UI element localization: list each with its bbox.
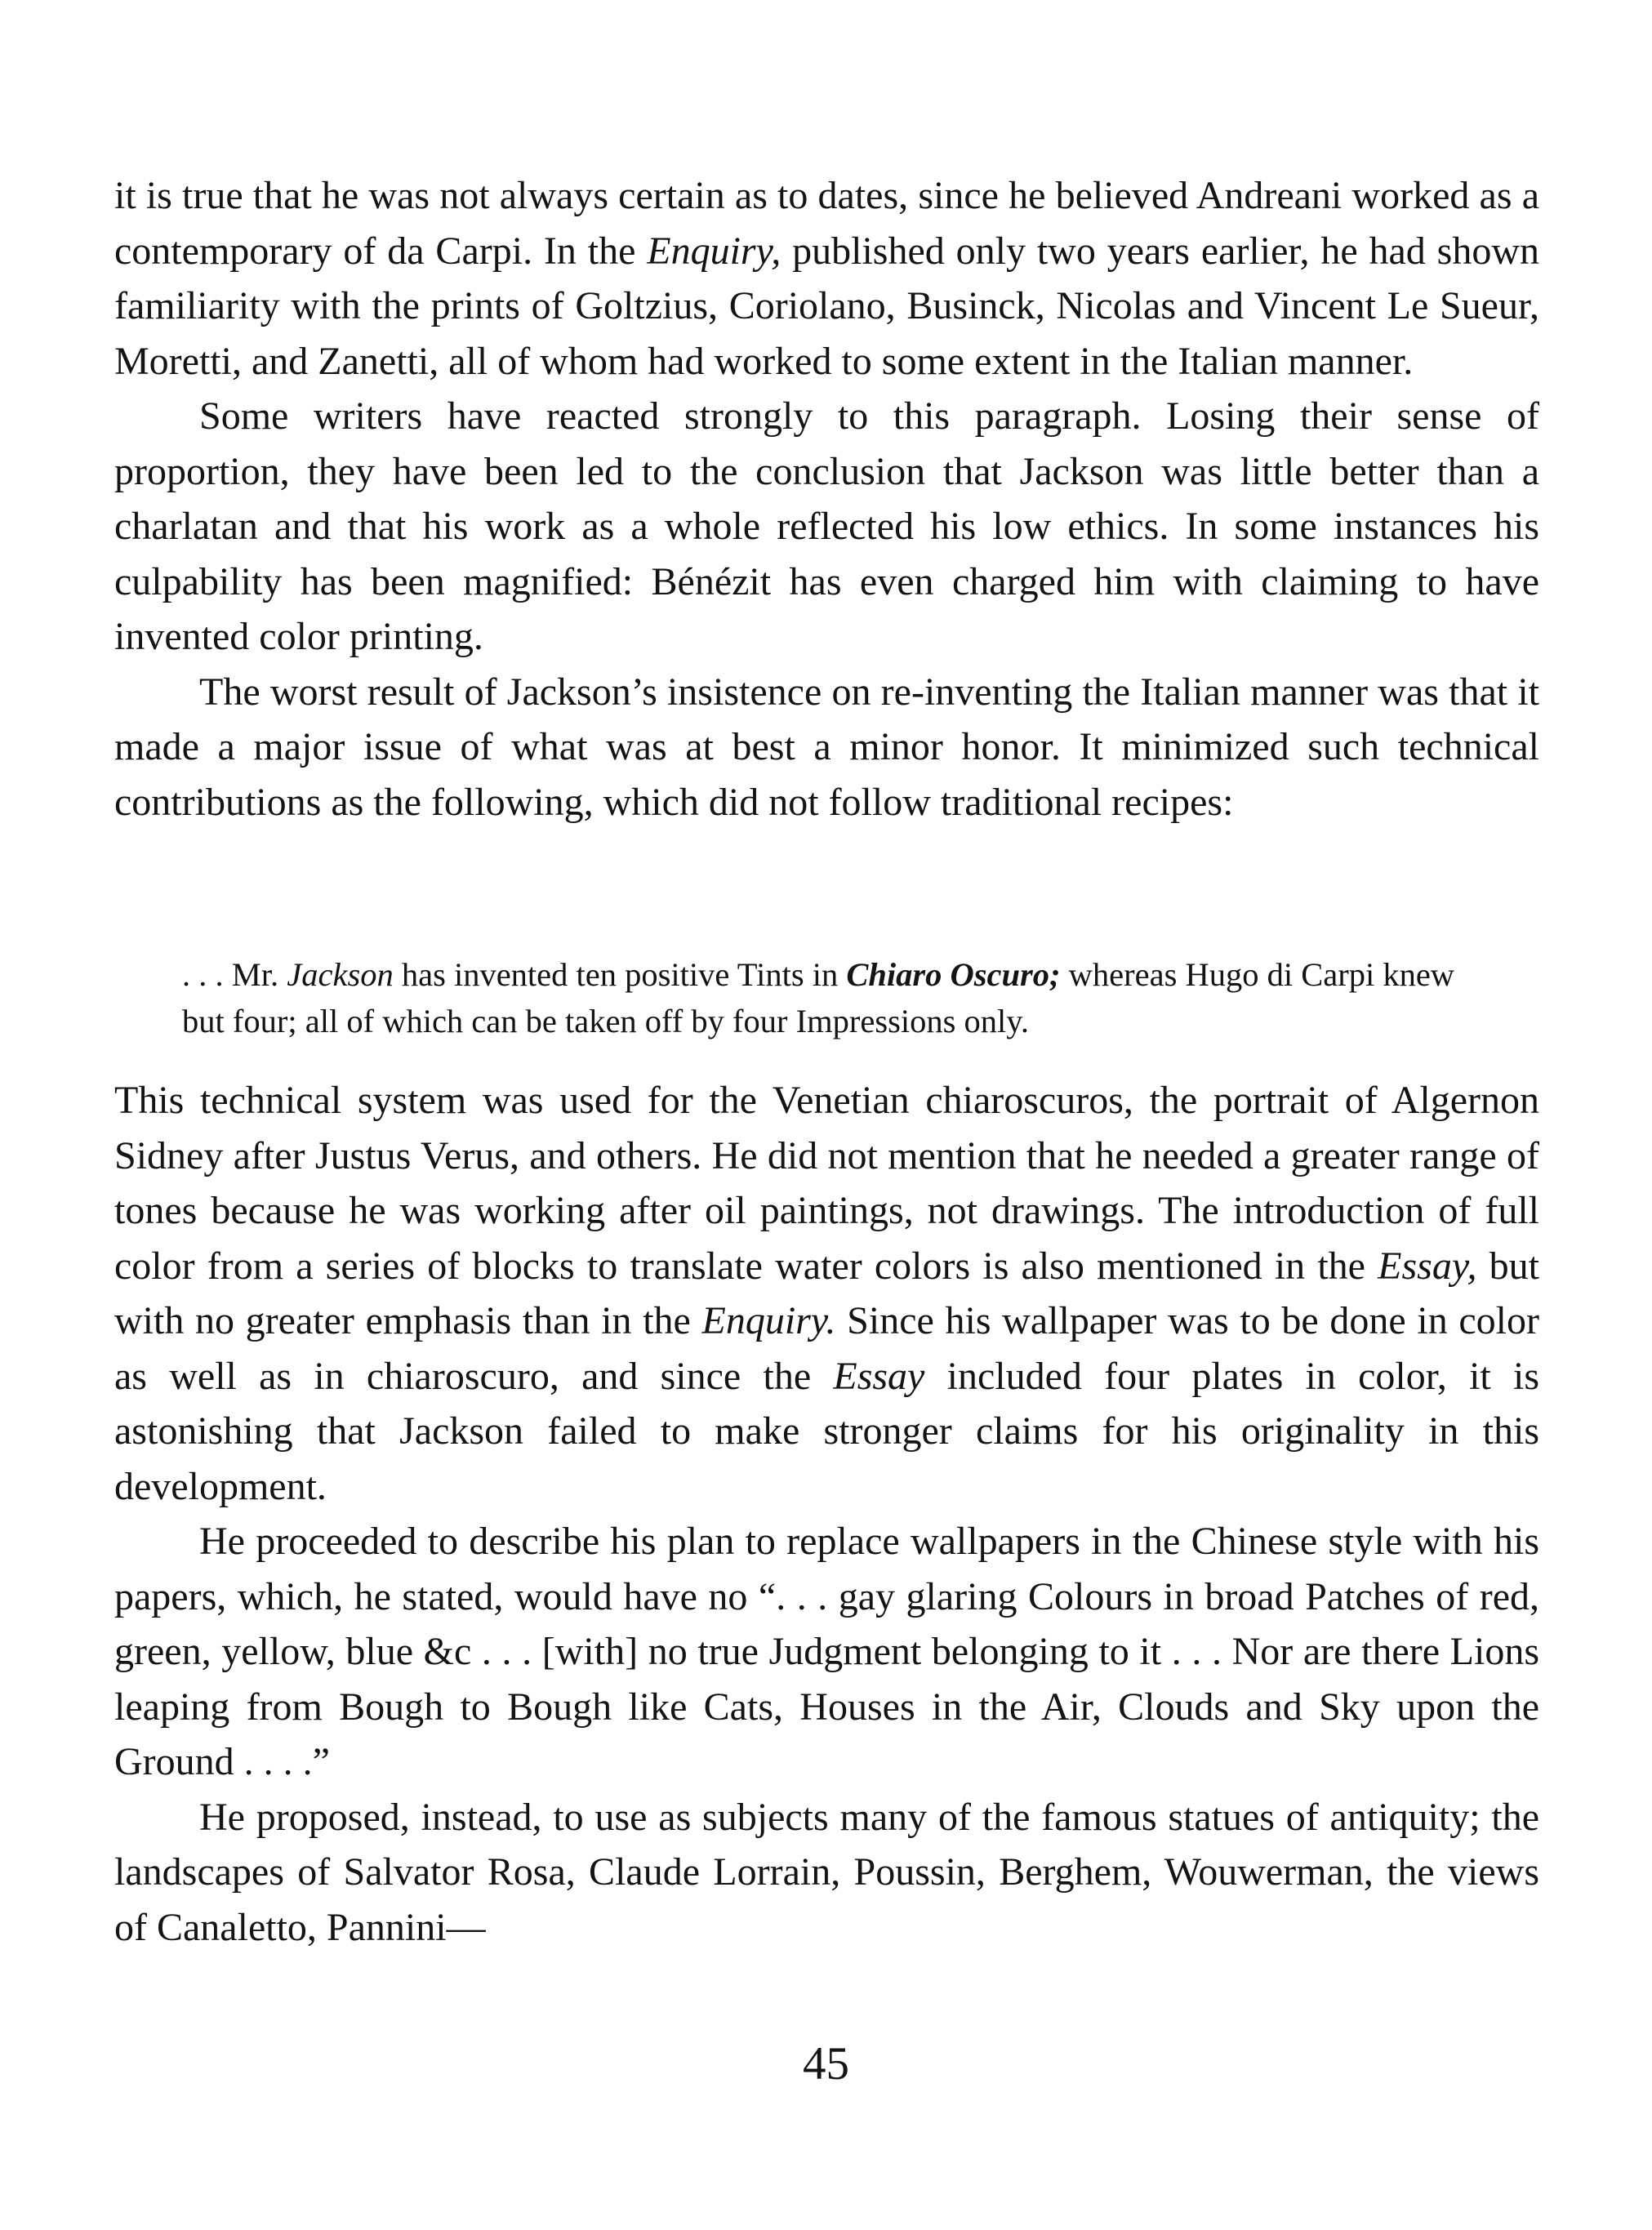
page-number: 45	[803, 2038, 849, 2090]
block-quote	[182, 951, 1483, 1044]
quote-text: . . . Mr. Jackson has invented ten positive Tints in Chiaro Oscuro; whereas Hugo di Carpi knew but four; all of which can be taken off by four Impressions only.	[182, 956, 1455, 1039]
text-block-bottom	[114, 1073, 1539, 1955]
paragraph-5: He proceeded to describe his plan to replace wallpapers in the Chinese style with his papers, which, he stated, would have no “. . . gay glaring Colours in broad Patches of red, green, yellow, blue &c . . . [with] no true Judgment belonging to it . . . Nor are there Lions leaping from Bough to Bough like Cats, Houses in the Air, Clouds and Sky upon the Ground . . . .”	[114, 1520, 1539, 1783]
paragraph-6: He proposed, instead, to use as subjects many of the famous statues of antiquity; the landscapes of Salvator Rosa, Claude Lorrain, Poussin, Berghem, Wouwerman, the views of Canaletto, Pannini—	[114, 1795, 1539, 1949]
paragraph-4: This technical system was used for the Venetian chiaroscuros, the portrait of Algernon Sidney after Justus Verus, and others. He did not mention that he needed a greater range of tones because he was working after oil paintings, not drawings. The introduction of full color from a series of blocks to translate water colors is also mentioned in the Essay, but with no greater emphasis than in the Enquiry. Since his wallpaper was to be done in color as well as in chiaroscuro, and since the Essay included four plates in color, it is astonishing that Jackson failed to make stronger claims for his originality in this development.	[114, 1079, 1540, 1508]
text-block-top	[114, 168, 1539, 830]
paragraph-3: The worst result of Jackson’s insistence on re-inventing the Italian manner was that it made a major issue of what was at best a minor honor. It minimized such technical contributions as the following, which did not follow traditional recipes:	[114, 670, 1539, 824]
paragraph-2: Some writers have reacted strongly to this paragraph. Losing their sense of proportion, they have been led to the conclusion that Jackson was little better than a charlatan and that his work as a whole reflected his low ethics. In some instances his culpability has been magnified: Bénézit has even charged him with claiming to have invented color printing.	[114, 394, 1539, 658]
paragraph-1: it is true that he was not always certain as to dates, since he believed Andreani worked as a contemporary of da Carpi. In the Enquiry, published only two years earlier, he had shown familiarity with the prints of Goltzius, Coriolano, Businck, Nicolas and Vincent Le Sueur, Moretti, and Zanetti, all of whom had worked to some extent in the Italian manner.	[114, 174, 1539, 383]
